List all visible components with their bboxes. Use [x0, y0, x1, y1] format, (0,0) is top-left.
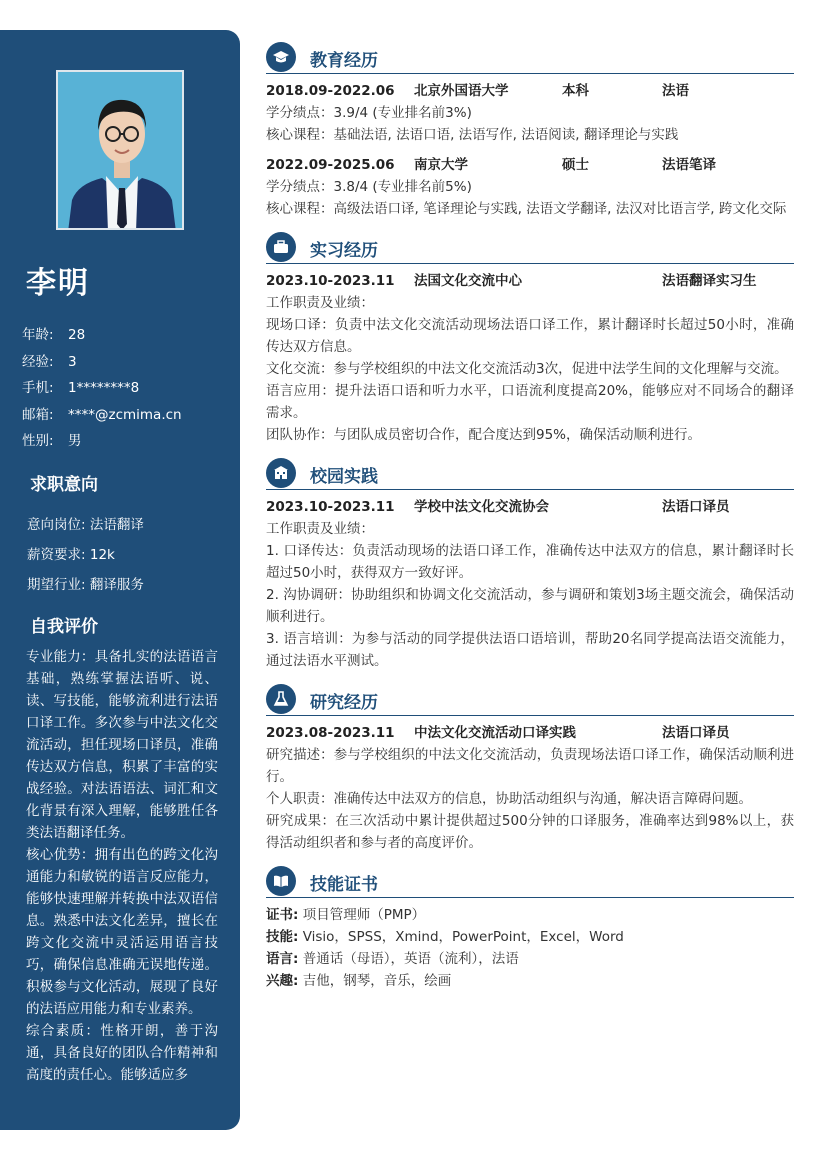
info-phone: 手机: 1********8 — [22, 380, 140, 396]
section-title: 技能证书 — [310, 875, 378, 895]
campus-detail: 3. 语言培训：为参与活动的同学提供法语口语培训，帮助20名同学提高法语交流能力，通过法语水平测试。 — [266, 631, 794, 669]
person-photo — [58, 72, 184, 230]
section-title: 研究经历 — [310, 693, 378, 713]
internship-detail: 现场口译：负责中法文化交流活动现场法语口译工作，累计翻译时长超过50小时，准确传达双方信息。 — [266, 317, 794, 355]
internship-entry-header: 2023.10-2023.11 法国文化交流中心 法语翻译实习生 — [266, 273, 757, 289]
section-header — [266, 230, 794, 264]
info-email: 邮箱: ****@zcmima.cn — [22, 406, 182, 423]
research-section — [266, 682, 794, 854]
self-eval-heading: 自我评价 — [30, 617, 98, 637]
education-section — [266, 40, 794, 220]
campus-entry-header: 2023.10-2023.11 学校中法文化交流协会 法语口译员 — [266, 499, 730, 515]
avatar — [56, 70, 184, 230]
eval-paragraph: 专业能力：具备扎实的法语语言基础，熟练掌握法语听、说、读、写技能，能够流利进行法语口译工作。多次参与中法文化交流活动，担任现场口译员，准确传达双方信息，积累了丰富的实战经验。对法语语法、词汇和文化背景有深入理解，能够胜任各类法语翻译任务。 — [26, 649, 218, 841]
campus-detail: 2. 沟协调研：协助组织和协调文化交流活动，参与调研和策划3场主题交流会，确保活动顺利进行。 — [266, 587, 794, 625]
section-title: 教育经历 — [310, 51, 378, 71]
research-detail: 研究成果：在三次活动中累计提供超过500分钟的口译服务，准确率达到98%以上，获得活动组织者和参与者的高度评价。 — [266, 813, 794, 851]
section-header — [266, 682, 794, 716]
section-header — [266, 456, 794, 490]
briefcase-icon — [266, 232, 296, 262]
self-evaluation — [26, 646, 218, 1086]
education-detail: 核心课程：基础法语, 法语口语, 法语写作, 法语阅读, 翻译理论与实践 — [266, 127, 679, 143]
intent-salary: 薪资要求: 12k — [27, 547, 115, 563]
intent-heading: 求职意向 — [30, 475, 98, 495]
graduation-cap-icon — [266, 42, 296, 72]
sidebar — [0, 30, 240, 1130]
section-header — [266, 864, 794, 898]
info-experience: 经验: 3 — [22, 353, 77, 370]
skill-row: 兴趣: 吉他，钢琴，音乐，绘画 — [266, 973, 452, 989]
skill-row: 证书: 项目管理师（PMP） — [266, 907, 426, 923]
education-entry-header: 2022.09-2025.06 南京大学 硕士 法语笔译 — [266, 157, 716, 173]
internship-detail: 语言应用：提升法语口语和听力水平，口语流利度提高20%，能够应对不同场合的翻译需求。 — [266, 383, 794, 421]
internship-detail: 团队协作：与团队成员密切合作，配合度达到95%，确保活动顺利进行。 — [266, 427, 702, 443]
book-icon — [266, 866, 296, 896]
research-entry-header: 2023.08-2023.11 中法文化交流活动口译实践 法语口译员 — [266, 725, 730, 741]
education-detail: 学分绩点：3.8/4 (专业排名前5%) — [266, 179, 472, 195]
eval-paragraph: 综合素质：性格开朗，善于沟通，具备良好的团队合作精神和高度的责任心。能够适应多 — [26, 1023, 218, 1083]
basic-info — [22, 322, 182, 455]
campus-section — [266, 456, 794, 672]
skill-row: 技能: Visio，SPSS，Xmind，PowerPoint，Excel，Word — [266, 929, 624, 945]
internship-detail: 文化交流：参与学校组织的中法文化交流活动3次，促进中法学生间的文化理解与交流。 — [266, 361, 788, 377]
campus-detail: 工作职责及业绩： — [266, 521, 374, 537]
internship-section — [266, 230, 794, 446]
skills-section — [266, 864, 794, 992]
campus-detail: 1. 口译传达：负责活动现场的法语口译工作，准确传达中法双方的信息，累计翻译时长超过50小时，获得双方一致好评。 — [266, 543, 794, 581]
job-intent — [27, 510, 144, 600]
person-name: 李明 — [26, 266, 90, 301]
internship-detail: 工作职责及业绩： — [266, 295, 374, 311]
education-entry-header: 2018.09-2022.06 北京外国语大学 本科 法语 — [266, 83, 689, 99]
info-gender: 性别: 男 — [22, 433, 82, 449]
section-title: 实习经历 — [310, 241, 378, 261]
section-header — [266, 40, 794, 74]
intent-industry: 期望行业: 翻译服务 — [27, 577, 144, 593]
building-icon — [266, 458, 296, 488]
education-detail: 学分绩点：3.9/4 (专业排名前3%) — [266, 105, 472, 121]
eval-paragraph: 核心优势：拥有出色的跨文化沟通能力和敏锐的语言反应能力，能够快速理解并转换中法双语信息。熟悉中法文化差异，擅长在跨文化交流中灵活运用语言技巧，确保信息准确无误地传递。积极参与文化活动，展现了良好的法语应用能力和专业素养。 — [26, 847, 218, 1017]
research-detail: 个人职责：准确传达中法双方的信息，协助活动组织与沟通，解决语言障碍问题。 — [266, 791, 752, 807]
research-detail: 研究描述：参与学校组织的中法文化交流活动，负责现场法语口译工作，确保活动顺利进行。 — [266, 747, 794, 785]
info-age: 年龄: 28 — [22, 327, 86, 343]
skill-row: 语言: 普通话（母语），英语（流利），法语 — [266, 951, 519, 967]
flask-icon — [266, 684, 296, 714]
education-detail: 核心课程：高级法语口译, 笔译理论与实践, 法语文学翻译, 法汉对比语言学, 跨文化交际 — [266, 201, 787, 217]
main-content — [266, 40, 794, 992]
section-title: 校园实践 — [310, 467, 378, 487]
intent-position: 意向岗位: 法语翻译 — [27, 517, 144, 533]
